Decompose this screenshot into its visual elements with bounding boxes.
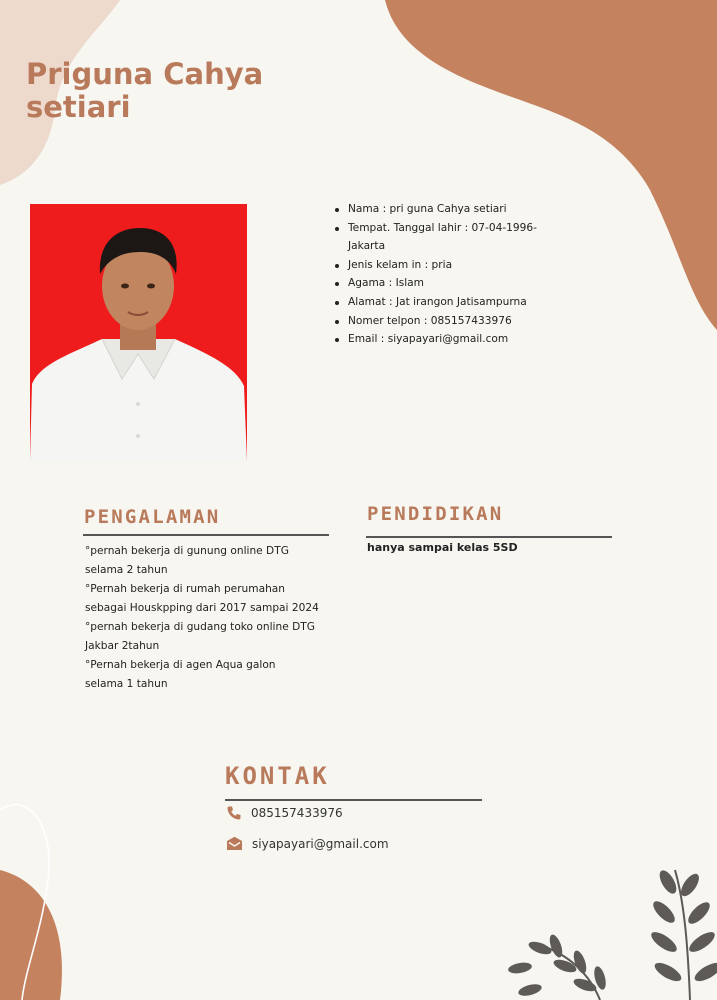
contact-phone-text: 085157433976	[251, 806, 343, 820]
bottom-left-terracotta-blob	[0, 870, 62, 1000]
experience-item: °pernah bekerja di gudang toko online DTG Jakbar 2tahun	[85, 621, 315, 652]
personal-info-list	[330, 200, 610, 349]
portrait-photo	[30, 204, 247, 461]
name-line-1: Priguna Cahya	[26, 57, 264, 91]
experience-item: °pernah bekerja di gunung online DTG selama 2 tahun	[85, 545, 289, 576]
experience-item: °Pernah bekerja di agen Aqua galon selama 1 tahun	[85, 659, 276, 690]
education-divider	[366, 536, 612, 538]
contact-email-row	[226, 836, 389, 851]
leaf-decoration	[507, 868, 717, 1000]
phone-icon	[226, 805, 242, 821]
info-item-birth: Tempat. Tanggal lahir : 07-04-1996-Jakarta	[330, 219, 568, 256]
contact-heading: KONTAK	[225, 762, 330, 790]
education-heading: PENDIDIKAN	[367, 503, 504, 525]
experience-list	[85, 542, 325, 694]
info-item-address: Alamat : Jat irangon Jatisampurna	[330, 293, 610, 312]
contact-email-text: siyapayari@gmail.com	[252, 836, 389, 851]
experience-divider	[83, 534, 329, 536]
contact-divider	[225, 799, 482, 801]
info-item-religion: Agama : Islam	[330, 274, 610, 293]
education-text: hanya sampai kelas 5SD	[367, 541, 518, 554]
resume-name	[26, 58, 356, 124]
info-item-email: Email : siyapayari@gmail.com	[330, 330, 610, 349]
experience-heading: PENGALAMAN	[84, 506, 221, 528]
name-line-2: setiari	[26, 90, 131, 124]
envelope-icon	[226, 836, 243, 851]
info-item-phone: Nomer telpon : 085157433976	[330, 312, 610, 331]
contact-phone-row	[226, 805, 343, 821]
info-item-gender: Jenis kelam in : pria	[330, 256, 610, 275]
info-item-name: Nama : pri guna Cahya setiari	[330, 200, 610, 219]
experience-item: °Pernah bekerja di rumah perumahan sebagai Houskpping dari 2017 sampai 2024	[85, 583, 319, 614]
